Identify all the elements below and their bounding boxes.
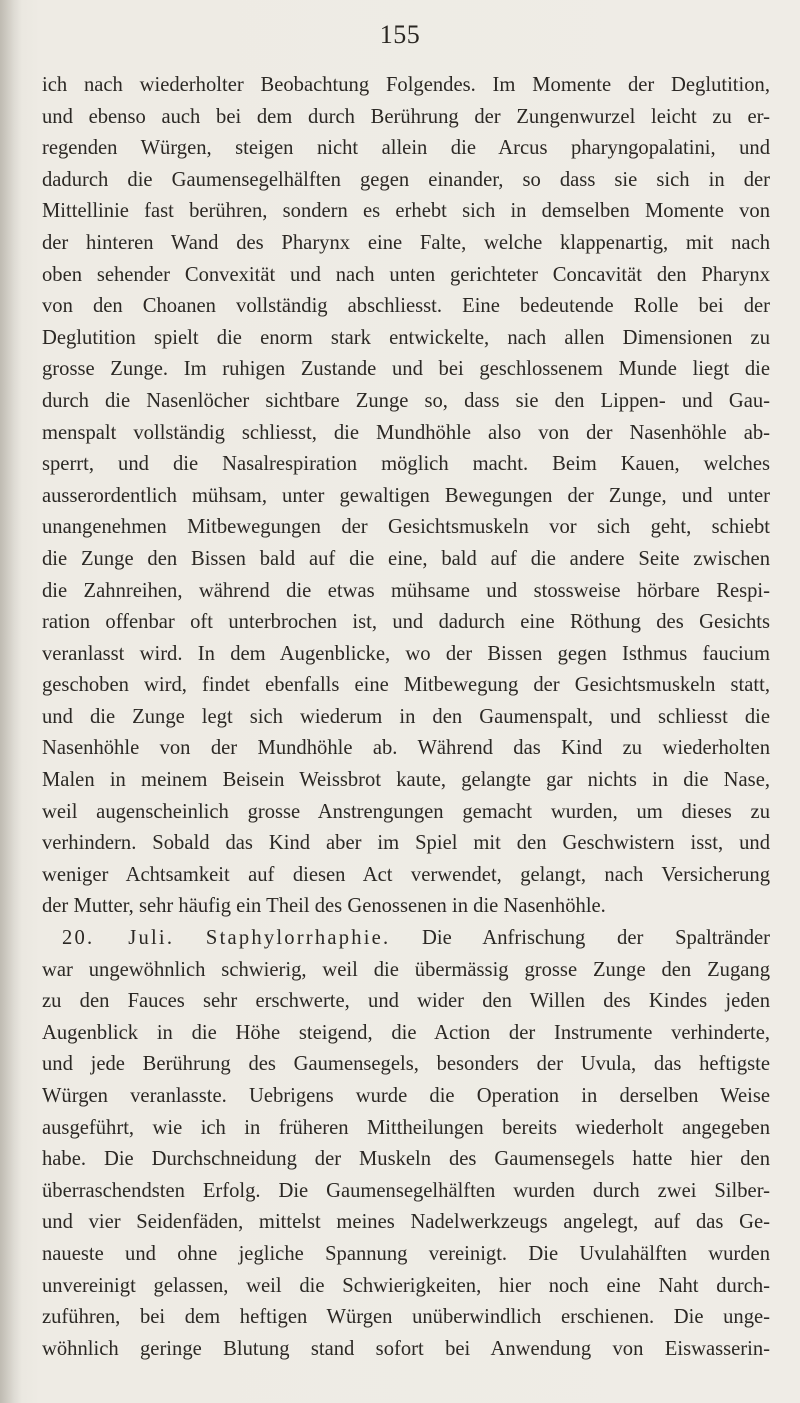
- entry-date: 20. Juli.: [62, 927, 175, 950]
- text-line: Augenblick in die Höhe steigend, die Action der Instrumente verhinderte,: [42, 1021, 770, 1044]
- text-line: oben sehender Convexität und nach unten gerichteter Concavität den Pharynx: [42, 263, 770, 286]
- text-line: von den Choanen vollständig abschliesst. Eine bedeutende Rolle bei der: [42, 295, 770, 318]
- text-line: veranlasst wird. In dem Augenblicke, wo der Bissen gegen Isthmus faucium: [42, 642, 770, 665]
- text-line: und jede Berührung des Gaumensegels, besonders der Uvula, das heftigste: [42, 1053, 770, 1076]
- text-line: regenden Würgen, steigen nicht allein die Arcus pharyngopalatini, und: [42, 137, 770, 160]
- text-line: grosse Zunge. Im ruhigen Zustande und bei geschlossenem Munde liegt die: [42, 358, 770, 381]
- paragraph-first-line: [42, 923, 770, 955]
- text-line: unvereinigt gelassen, weil die Schwierigkeiten, hier noch eine Naht durch-: [42, 1274, 770, 1297]
- text-line: unangenehmen Mitbewegungen der Gesichtsmuskeln vor sich geht, schiebt: [42, 516, 770, 539]
- text-line: der Mutter, sehr häufig ein Theil des Genossenen in die Nasenhöhle.: [42, 895, 606, 918]
- text-line: weniger Achtsamkeit auf diesen Act verwendet, gelangt, nach Versicherung: [42, 863, 770, 886]
- text-line: Nasenhöhle von der Mundhöhle ab. Während das Kind zu wiederholten: [42, 737, 770, 760]
- body-text: [42, 70, 770, 1365]
- text-line: geschoben wird, findet ebenfalls eine Mitbewegung der Gesichtsmuskeln statt,: [42, 674, 770, 697]
- text-line: war ungewöhnlich schwierig, weil die übermässig grosse Zunge den Zugang: [42, 958, 770, 981]
- text-line: durch die Nasenlöcher sichtbare Zunge so, dass sie den Lippen- und Gau-: [42, 389, 770, 412]
- text-line: dadurch die Gaumensegelhälften gegen einander, so dass sie sich in der: [42, 168, 770, 191]
- text-line: Deglutition spielt die enorm stark entwickelte, nach allen Dimensionen zu: [42, 326, 770, 349]
- text-line: naueste und ohne jegliche Spannung vereinigt. Die Uvulahälften wurden: [42, 1242, 770, 1265]
- text-line: habe. Die Durchschneidung der Muskeln des Gaumensegels hatte hier den: [42, 1148, 770, 1171]
- text-line: menspalt vollständig schliesst, die Mundhöhle also von der Nasenhöhle ab-: [42, 421, 770, 444]
- text-line: zuführen, bei dem heftigen Würgen unüberwindlich erschienen. Die unge-: [42, 1306, 770, 1329]
- text-line: weil augenscheinlich grosse Anstrengungen gemacht wurden, um dieses zu: [42, 800, 770, 823]
- text-line: überraschendsten Erfolg. Die Gaumensegelhälften wurden durch zwei Silber-: [42, 1179, 770, 1202]
- text-line: ich nach wiederholter Beobachtung Folgendes. Im Momente der Deglutition,: [42, 74, 770, 96]
- text-line: und vier Seidenfäden, mittelst meines Nadelwerkzeugs angelegt, auf das Ge-: [42, 1211, 770, 1234]
- text-line: Würgen veranlasste. Uebrigens wurde die Operation in derselben Weise: [42, 1085, 770, 1107]
- text-line: verhindern. Sobald das Kind aber im Spiel mit den Geschwistern isst, und: [42, 832, 770, 855]
- text-line: Mittellinie fast berühren, sondern es erhebt sich in demselben Momente von: [42, 200, 770, 223]
- text-line: zu den Fauces sehr erschwerte, und wider den Willen des Kindes jeden: [42, 990, 770, 1013]
- text-line: die Zahnreihen, während die etwas mühsame und stossweise hörbare Respi-: [42, 579, 770, 602]
- text-line: und die Zunge legt sich wiederum in den Gaumenspalt, und schliesst die: [42, 705, 770, 728]
- paragraph-1: [42, 70, 770, 923]
- entry-heading: Staphylorrhaphie.: [205, 927, 391, 950]
- text-line: der hinteren Wand des Pharynx eine Falte, welche klappenartig, mit nach: [42, 231, 770, 254]
- paragraph-2: [42, 923, 770, 1365]
- entry-text-start: Die Anfrischung der Spaltränder: [422, 927, 770, 950]
- text-line: die Zunge den Bissen bald auf die eine, bald auf die andere Seite zwischen: [42, 547, 770, 570]
- page-number: 155: [379, 20, 421, 49]
- text-line: ausgeführt, wie ich in früheren Mittheilungen bereits wiederholt angegeben: [42, 1116, 770, 1139]
- text-line: Malen in meinem Beisein Weissbrot kaute, gelangte gar nichts in die Nase,: [42, 769, 770, 792]
- text-line: ration offenbar oft unterbrochen ist, und dadurch eine Röthung des Gesichts: [42, 611, 770, 634]
- text-line: sperrt, und die Nasalrespiration möglich macht. Beim Kauen, welches: [42, 453, 770, 476]
- text-line: und ebenso auch bei dem durch Berührung der Zungenwurzel leicht zu er-: [42, 105, 770, 128]
- binding-shadow: [0, 0, 22, 1403]
- text-line: wöhnlich geringe Blutung stand sofort bei Anwendung von Eiswasserin-: [42, 1337, 770, 1360]
- text-line: ausserordentlich mühsam, unter gewaltigen Bewegungen der Zunge, und unter: [42, 484, 770, 507]
